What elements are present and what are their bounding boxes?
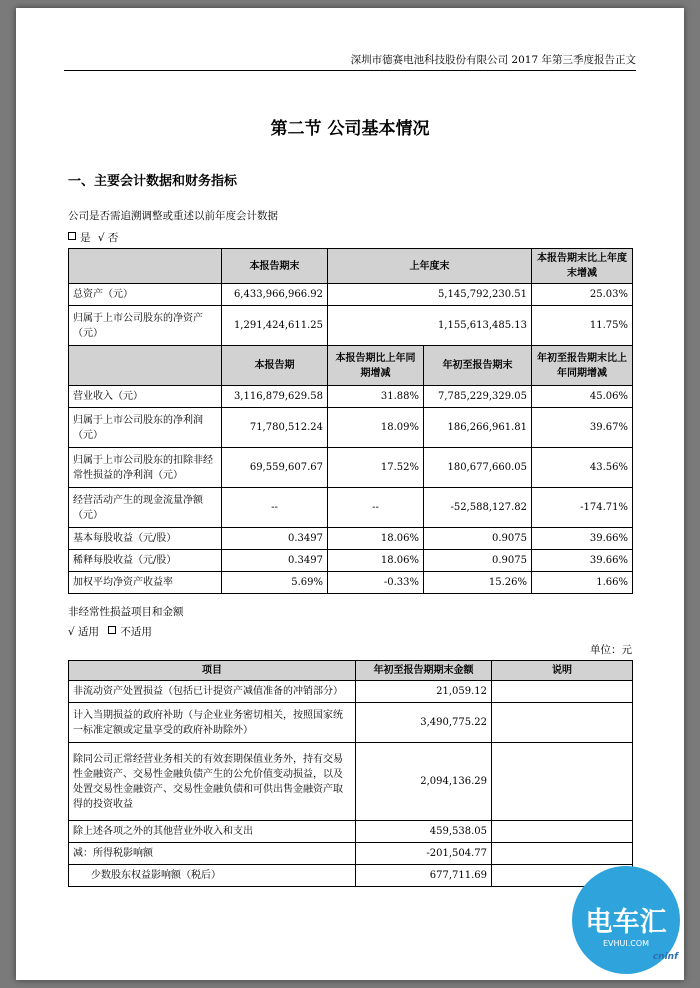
header-cell xyxy=(69,346,222,386)
row-label: 除上述各项之外的其他营业外收入和支出 xyxy=(69,821,356,843)
value-cell: 0.9075 xyxy=(424,528,532,550)
watermark-site: EVHUI.COM xyxy=(602,939,650,948)
value-cell: 5.69% xyxy=(222,572,328,594)
cninf-logo: cninf xyxy=(652,952,678,962)
option-applicable: √ 适用 xyxy=(68,626,100,638)
value-cell: -- xyxy=(328,488,424,528)
document-page xyxy=(16,8,684,980)
value-cell: 39.67% xyxy=(532,408,633,448)
value-cell: 3,116,879,629.58 xyxy=(222,386,328,408)
nonrecurring-title: 非经常性损益项目和金额 xyxy=(68,606,184,618)
value-cell: 18.06% xyxy=(328,528,424,550)
section-title: 第二节 公司基本情况 xyxy=(270,119,430,139)
page-header: 深圳市德赛电池科技股份有限公司 2017 年第三季度报告正文 xyxy=(64,52,636,71)
value-cell: 17.52% xyxy=(328,448,424,488)
table-row xyxy=(69,284,633,306)
value-cell: 2,094,136.29 xyxy=(356,743,492,821)
table-row xyxy=(69,550,633,572)
value-cell: 21,059.12 xyxy=(356,681,492,703)
note-cell xyxy=(492,821,633,843)
value-cell: 25.03% xyxy=(532,284,633,306)
table-row xyxy=(69,408,633,448)
row-label: 营业收入（元） xyxy=(69,386,222,408)
table-row xyxy=(69,448,633,488)
header-cell: 本报告期末 xyxy=(222,249,328,284)
table-header-row xyxy=(69,661,633,681)
value-cell: -52,588,127.82 xyxy=(424,488,532,528)
option-yes: 是 xyxy=(80,232,91,244)
value-cell: 39.66% xyxy=(532,550,633,572)
value-cell: 0.9075 xyxy=(424,550,532,572)
value-cell: 11.75% xyxy=(532,306,633,346)
header-cell: 年初至报告期末比上年同期增减 xyxy=(532,346,633,386)
value-cell: 1,155,613,485.13 xyxy=(328,306,532,346)
value-cell: 459,538.05 xyxy=(356,821,492,843)
option-no: √ 否 xyxy=(97,232,119,244)
restate-question: 公司是否需追溯调整或重述以前年度会计数据 xyxy=(68,210,278,222)
value-cell: 5,145,792,230.51 xyxy=(328,284,532,306)
applicability-options xyxy=(68,624,152,639)
table-row xyxy=(69,865,633,887)
table-row xyxy=(69,488,633,528)
row-label: 少数股东权益影响额（税后） xyxy=(69,865,356,887)
header-cell: 上年度末 xyxy=(328,249,532,284)
table-row xyxy=(69,386,633,408)
row-label: 计入当期损益的政府补助（与企业业务密切相关，按照国家统一标准定额或定量享受的政府补助除外） xyxy=(69,703,356,743)
checkbox-icon xyxy=(68,232,76,240)
checkbox-icon xyxy=(108,626,116,634)
value-cell: 1.66% xyxy=(532,572,633,594)
table-row xyxy=(69,528,633,550)
row-label: 归属于上市公司股东的净利润（元） xyxy=(69,408,222,448)
row-label: 总资产（元） xyxy=(69,284,222,306)
value-cell: 71,780,512.24 xyxy=(222,408,328,448)
row-label: 除同公司正常经营业务相关的有效套期保值业务外，持有交易性金融资产、交易性金融负债产生的公允价值变动损益，以及处置交易性金融资产、交易性金融负债和可供出售金融资产取得的投资收益 xyxy=(69,743,356,821)
value-cell: 0.3497 xyxy=(222,528,328,550)
row-label: 非流动资产处置损益（包括已计提资产减值准备的冲销部分） xyxy=(69,681,356,703)
row-label: 减：所得税影响额 xyxy=(69,843,356,865)
value-cell: 180,677,660.05 xyxy=(424,448,532,488)
row-label: 归属于上市公司股东的净资产（元） xyxy=(69,306,222,346)
value-cell: 6,433,966,966.92 xyxy=(222,284,328,306)
restate-options xyxy=(68,230,118,245)
note-cell xyxy=(492,743,633,821)
note-cell xyxy=(492,703,633,743)
table-row xyxy=(69,306,633,346)
unit-label: 单位：元 xyxy=(590,644,632,656)
value-cell: -0.33% xyxy=(328,572,424,594)
key-financials-table xyxy=(68,248,633,594)
header-cell: 项目 xyxy=(69,661,356,681)
value-cell: 39.66% xyxy=(532,528,633,550)
row-label: 加权平均净资产收益率 xyxy=(69,572,222,594)
header-cell: 本报告期 xyxy=(222,346,328,386)
table-row xyxy=(69,821,633,843)
value-cell: 18.09% xyxy=(328,408,424,448)
row-label: 经营活动产生的现金流量净额（元） xyxy=(69,488,222,528)
row-label: 基本每股收益（元/股） xyxy=(69,528,222,550)
value-cell: 15.26% xyxy=(424,572,532,594)
table-header-row xyxy=(69,249,633,284)
note-cell xyxy=(492,681,633,703)
value-cell: 186,266,961.81 xyxy=(424,408,532,448)
value-cell: 1,291,424,611.25 xyxy=(222,306,328,346)
value-cell: 69,559,607.67 xyxy=(222,448,328,488)
value-cell: 3,490,775.22 xyxy=(356,703,492,743)
value-cell: -174.71% xyxy=(532,488,633,528)
table-row xyxy=(69,743,633,821)
value-cell: 18.06% xyxy=(328,550,424,572)
option-not-applicable: 不适用 xyxy=(120,626,152,638)
table-row xyxy=(69,572,633,594)
subsection-title: 一、主要会计数据和财务指标 xyxy=(68,174,238,189)
table-row xyxy=(69,681,633,703)
value-cell: 7,785,229,329.05 xyxy=(424,386,532,408)
table-header-row xyxy=(69,346,633,386)
header-cell xyxy=(69,249,222,284)
table-row xyxy=(69,703,633,743)
value-cell: 0.3497 xyxy=(222,550,328,572)
value-cell: 45.06% xyxy=(532,386,633,408)
value-cell: 31.88% xyxy=(328,386,424,408)
header-cell: 本报告期比上年同期增减 xyxy=(328,346,424,386)
row-label: 稀释每股收益（元/股） xyxy=(69,550,222,572)
value-cell: 43.56% xyxy=(532,448,633,488)
header-cell: 说明 xyxy=(492,661,633,681)
header-cell: 年初至报告期末 xyxy=(424,346,532,386)
value-cell: -- xyxy=(222,488,328,528)
row-label: 归属于上市公司股东的扣除非经常性损益的净利润（元） xyxy=(69,448,222,488)
header-cell: 本报告期末比上年度末增减 xyxy=(532,249,633,284)
value-cell: 677,711.69 xyxy=(356,865,492,887)
nonrecurring-table xyxy=(68,660,633,887)
header-cell: 年初至报告期期末金额 xyxy=(356,661,492,681)
watermark-name: 电车汇 xyxy=(585,907,667,938)
value-cell: -201,504.77 xyxy=(356,843,492,865)
table-row xyxy=(69,843,633,865)
note-cell xyxy=(492,843,633,865)
